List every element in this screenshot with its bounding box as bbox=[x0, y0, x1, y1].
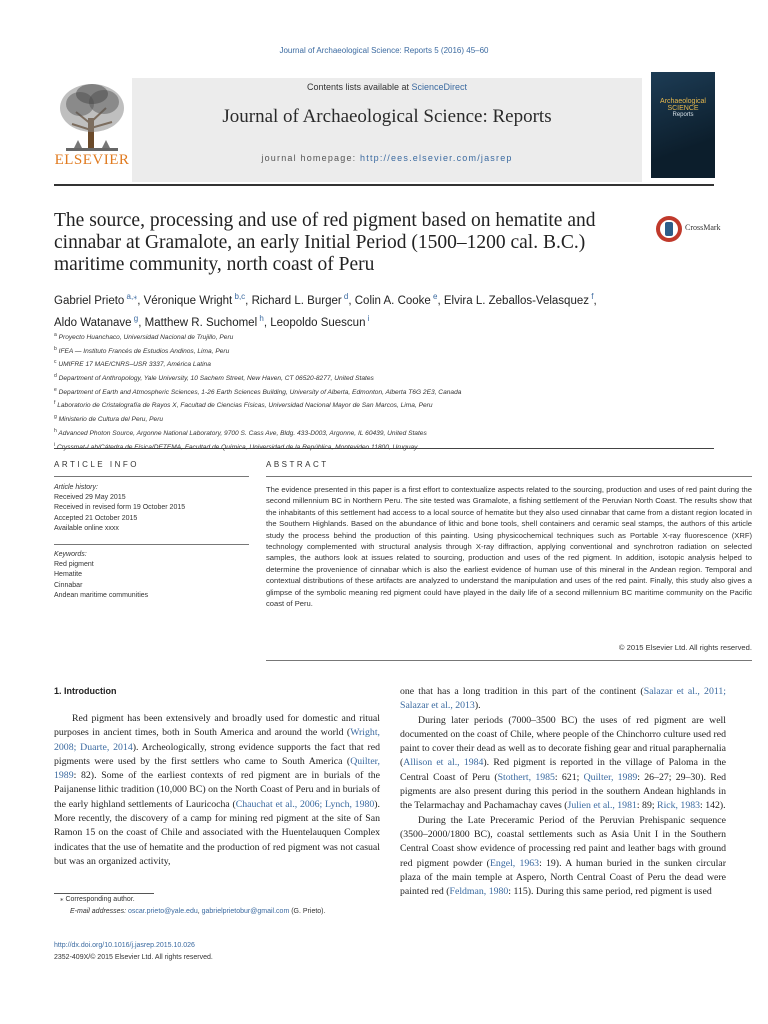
body-text: ). More recently, the discovery of a camp for mining red pigment at the site of San Ramon 15 on the coast of Chile and associated with the Huentelauquen Complex indicates that the use of hematite and the production of red pigment was not casual but was an organized activity, bbox=[54, 798, 380, 867]
affiliation-key: e bbox=[54, 386, 57, 393]
body-text: ). Red pigment is reported in the village of Paloma in the Central Coast of Peru ( bbox=[400, 757, 726, 783]
email-label: E-mail addresses: bbox=[70, 908, 128, 915]
email-suffix: (G. Prieto). bbox=[289, 908, 326, 915]
homepage-link[interactable]: http://ees.elsevier.com/jasrep bbox=[360, 153, 513, 163]
homepage-prefix: journal homepage: bbox=[261, 153, 361, 163]
author-separator: , bbox=[437, 294, 444, 307]
affiliation-list bbox=[54, 330, 724, 453]
journal-cover-image bbox=[651, 72, 715, 178]
article-history bbox=[54, 483, 249, 534]
citation-link[interactable]: Quilter, 1989 bbox=[583, 771, 638, 783]
front-matter-rule bbox=[54, 448, 714, 449]
author-separator: , bbox=[138, 316, 145, 329]
citation-link[interactable]: Julien et al., 1981 bbox=[567, 800, 637, 812]
abstract-heading: ABSTRACT bbox=[266, 460, 329, 469]
body-text: : 89; bbox=[636, 800, 658, 812]
abstract-rule bbox=[266, 476, 752, 477]
keyword-item: Cinnabar bbox=[54, 581, 83, 589]
affiliation-key: c bbox=[54, 359, 57, 366]
author-affiliation-marker[interactable]: g bbox=[131, 313, 139, 323]
affiliation-item bbox=[54, 412, 724, 426]
body-paragraph bbox=[400, 685, 726, 714]
sciencedirect-link[interactable]: ScienceDirect bbox=[411, 82, 468, 92]
body-column-left bbox=[54, 712, 380, 869]
keywords-label: Keywords: bbox=[54, 551, 87, 558]
body-text: ). Archeologically, strong evidence supports the fact that red pigments were used by the first settlers who came to South America ( bbox=[54, 741, 380, 767]
keywords-rule bbox=[54, 544, 249, 545]
author-name: Véronique Wright bbox=[143, 294, 233, 307]
affiliation-text: Ministerio de Cultura del Peru, Peru bbox=[56, 416, 164, 424]
contents-line bbox=[132, 82, 642, 92]
author-separator: , bbox=[263, 316, 271, 329]
body-text: : 142). bbox=[700, 800, 726, 812]
body-text: ). bbox=[474, 700, 481, 712]
affiliation-item bbox=[54, 398, 724, 412]
doi-link[interactable]: http://dx.doi.org/10.1016/j.jasrep.2015.10.026 bbox=[54, 942, 195, 949]
publisher-name: ELSEVIER bbox=[54, 152, 130, 168]
journal-homepage bbox=[132, 153, 642, 163]
affiliation-item bbox=[54, 330, 724, 344]
citation-link[interactable]: Salazar et al., 2011; Salazar et al., 2013 bbox=[400, 686, 726, 712]
crossmark-icon bbox=[655, 214, 683, 244]
affiliation-key: a bbox=[54, 332, 57, 338]
citation-link[interactable]: Allison et al., 1984 bbox=[403, 757, 484, 769]
citation-link[interactable]: Feldman, 1980 bbox=[449, 886, 509, 898]
affiliation-item bbox=[54, 385, 724, 399]
citation-link[interactable]: Chauchat et al., 2006; Lynch, 1980 bbox=[235, 798, 375, 810]
affiliation-text: Department of Anthropology, Yale University, 10 Sachem Street, New Haven, CT 06520-8277, United States bbox=[56, 375, 374, 383]
author-affiliation-marker[interactable]: f bbox=[589, 292, 594, 301]
email-separator: , bbox=[197, 908, 202, 915]
affiliation-text: UMIFRE 17 MAE/CNRS–USR 3337, América Latina bbox=[56, 361, 211, 369]
history-accepted: Accepted 21 October 2015 bbox=[54, 514, 138, 522]
affiliation-text: Proyecto Huanchaco, Universidad Nacional de Trujillo, Peru bbox=[56, 334, 234, 342]
author-name: Elvira L. Zeballos-Velasquez bbox=[443, 294, 589, 307]
affiliation-item bbox=[54, 357, 724, 371]
body-text: : 115). During this same period, red pigment is used bbox=[508, 886, 712, 898]
journal-reference[interactable]: Journal of Archaeological Science: Reports 5 (2016) 45–60 bbox=[279, 46, 489, 55]
contents-prefix: Contents lists available at bbox=[306, 82, 412, 92]
cover-line-3: Reports bbox=[672, 112, 694, 118]
author-name: Matthew R. Suchomel bbox=[144, 316, 258, 329]
affiliation-text: Department of Earth and Atmospheric Sciences, 1-26 Earth Sciences Building, University of Alberta, Edmonton, Alberta T6G 2E3, Canada bbox=[56, 388, 462, 396]
author-separator: , bbox=[137, 294, 144, 307]
author-name: Leopoldo Suescun bbox=[270, 316, 366, 329]
author-name: Aldo Watanave bbox=[54, 316, 132, 329]
body-text: During the Late Preceramic Period of the Peruvian Prehispanic sequence (3500–2000/1800 BC), coastal settlements such as Asia Unit I in the Southern Central Coast show evidence of processing red paint and leather bags with ground red pigment powder ( bbox=[400, 814, 726, 869]
author-separator: , bbox=[348, 294, 355, 307]
body-text: During later periods (7000–3500 BC) the uses of red pigment are well documented on the coast of Chile, where people of the Chinchorro culture used red paint to cover their dead as well as to decorate fishing gear and ritual paraphernalia ( bbox=[400, 714, 726, 769]
author-affiliation-marker[interactable]: d bbox=[341, 292, 349, 301]
crossmark-label: CrossMark bbox=[685, 223, 721, 232]
author-affiliation-marker[interactable]: a,⁎ bbox=[124, 292, 138, 301]
citation-link[interactable]: Wright, 2008; Duarte, 2014 bbox=[54, 727, 380, 753]
history-received: Received 29 May 2015 bbox=[54, 494, 126, 502]
email-link[interactable]: oscar.prieto@yale.edu bbox=[127, 908, 198, 915]
journal-banner bbox=[132, 78, 642, 182]
keyword-item: Red pigment bbox=[54, 561, 94, 569]
section-heading: 1. Introduction bbox=[54, 686, 117, 696]
author-list bbox=[54, 288, 724, 332]
footnote bbox=[54, 894, 384, 918]
affiliation-text: Advanced Photon Source, Argonne National Laboratory, 9700 S. Cass Ave, Bldg. 433-D003, Argonne, IL 60439, United States bbox=[56, 430, 427, 437]
body-paragraph bbox=[400, 814, 726, 900]
affiliation-text: IFEA — Instituto Francés de Estudios Andinos, Lima, Peru bbox=[56, 347, 230, 355]
body-paragraph bbox=[54, 712, 380, 869]
affiliation-key: d bbox=[54, 373, 57, 380]
body-text: one that has a long tradition in this part of the continent ( bbox=[400, 686, 644, 697]
body-column-right bbox=[400, 685, 726, 899]
article-info-rule bbox=[54, 476, 249, 477]
cover-title bbox=[655, 98, 711, 119]
email-line bbox=[54, 906, 384, 918]
affiliation-item bbox=[54, 344, 724, 358]
citation-link[interactable]: Stothert, 1985 bbox=[497, 771, 555, 783]
body-text: Red pigment has been extensively and broadly used for domestic and ritual purposes in ancient times, both in South America and around the world ( bbox=[54, 713, 380, 739]
affiliation-key: i bbox=[54, 441, 56, 448]
abstract-copyright: © 2015 Elsevier Ltd. All rights reserved. bbox=[618, 643, 752, 652]
cover-line-2: SCIENCE bbox=[667, 105, 699, 112]
cover-line-1: Archaeological bbox=[660, 98, 706, 105]
body-text: : 26–27; 29–30). Red pigments are also present during this period in the southern Andean highlands in the Telarmachay and Pachamachay caves ( bbox=[400, 771, 726, 812]
author-name: Gabriel Prieto bbox=[54, 294, 125, 307]
author-name: Colin A. Cooke bbox=[354, 294, 431, 307]
issn-line: 2352-409X/© 2015 Elsevier Ltd. All rights reserved. bbox=[54, 954, 213, 961]
affiliation-item bbox=[54, 440, 724, 454]
doi-block bbox=[54, 940, 374, 964]
author-name: Richard L. Burger bbox=[251, 294, 342, 307]
author-separator: , bbox=[245, 294, 252, 307]
keyword-item: Andean maritime communities bbox=[54, 591, 149, 599]
affiliation-key: f bbox=[54, 400, 56, 407]
affiliation-text: Laboratorio de Cristalografía de Rayos X, Facultad de Ciencias Físicas, Universidad Nacional Mayor de San Marcos, Lima, Peru bbox=[55, 402, 433, 410]
affiliation-key: b bbox=[54, 345, 57, 352]
author-affiliation-marker[interactable]: i bbox=[365, 313, 370, 323]
author-affiliation-marker[interactable]: b,c bbox=[232, 292, 246, 301]
journal-title: Journal of Archaeological Science: Reports bbox=[222, 106, 552, 127]
abstract-text: The evidence presented in this paper is a first effort to contextualize aspects related to the sourcing, production and uses of red paint during the second millennium BC in Northern Peru. The site tested was Gramalote, a fishing settlement of the Peruvian North Coast. The results show that the inhabitants of this settlement had access to a local source of hematite but they also used cinnabar that came from a distant region located in the Southern Highlands. Based on the abundance of lithic and bone tools, shell containers and ceramic seal stamps, the authors of this article study the process behind the production of this painting. Using physicochemical techniques such as Portable X-ray fluorescence (XRF) technology complemented with structural analysis through X-ray diffraction, applying conventional and synchrotron radiation on selected samples, the authors look at issues related to sourcing, production and uses of the red pigment. In addition, isotopic analysis helped to determine the provenience of cinnabar which is also the earliest evidence of human use of this mineral in the Andean region. Temporal and contextual distributions of these artifacts are analyzed to understand the manipulation and uses of the red paint. Finally, this study also gives a glimpse of the symbolic meaning red pigment could have played in the daily life of a second millennium BC maritime community on the Pacific coast of Peru. bbox=[266, 485, 752, 609]
body-text: : 19). A human buried in the sunken circular plaza of the main temple at Aspero, North Central Coast of Peru the dead were painted red ( bbox=[400, 857, 727, 898]
body-paragraph bbox=[400, 714, 726, 814]
email-link[interactable]: gabrielprietobur@gmail.com bbox=[201, 908, 290, 915]
keywords bbox=[54, 550, 249, 601]
citation-link[interactable]: Rick, 1983 bbox=[657, 800, 701, 812]
body-text: : 82). Some of the earliest contexts of red pigment are in burials of the Paijanense lithic tradition (10,000 BC) on the North Coast of Peru and in burials of the early highland settlements of Lauricocha ( bbox=[54, 770, 380, 810]
corresponding-author: ⁎ Corresponding author. bbox=[60, 896, 135, 903]
article-info-heading: ARTICLE INFO bbox=[54, 460, 139, 469]
affiliation-key: h bbox=[54, 427, 57, 434]
crossmark-badge[interactable] bbox=[655, 214, 731, 244]
history-online: Available online xxxx bbox=[54, 524, 119, 532]
affiliation-item bbox=[54, 371, 724, 385]
author-affiliation-marker[interactable]: h bbox=[257, 313, 264, 323]
history-revised: Received in revised form 19 October 2015 bbox=[54, 504, 186, 512]
author-affiliation-marker[interactable]: e bbox=[430, 292, 438, 301]
history-label: Article history: bbox=[54, 484, 98, 491]
header-rule bbox=[54, 184, 714, 186]
citation-link[interactable]: Engel, 1963 bbox=[489, 857, 540, 869]
article-title: The source, processing and use of red pigment based on hematite and cinnabar at Gramalote, an early Initial Period (1500–1200 cal. B.C.) maritime community, north coast of Peru bbox=[54, 210, 596, 275]
author-separator: , bbox=[593, 294, 597, 307]
body-text: : 621; bbox=[554, 771, 584, 783]
affiliation-key: g bbox=[54, 414, 57, 421]
affiliation-item bbox=[54, 426, 724, 440]
citation-link[interactable]: Quilter, 1989 bbox=[54, 755, 380, 782]
abstract-end-rule bbox=[266, 660, 752, 661]
keyword-item: Hematite bbox=[54, 571, 83, 579]
